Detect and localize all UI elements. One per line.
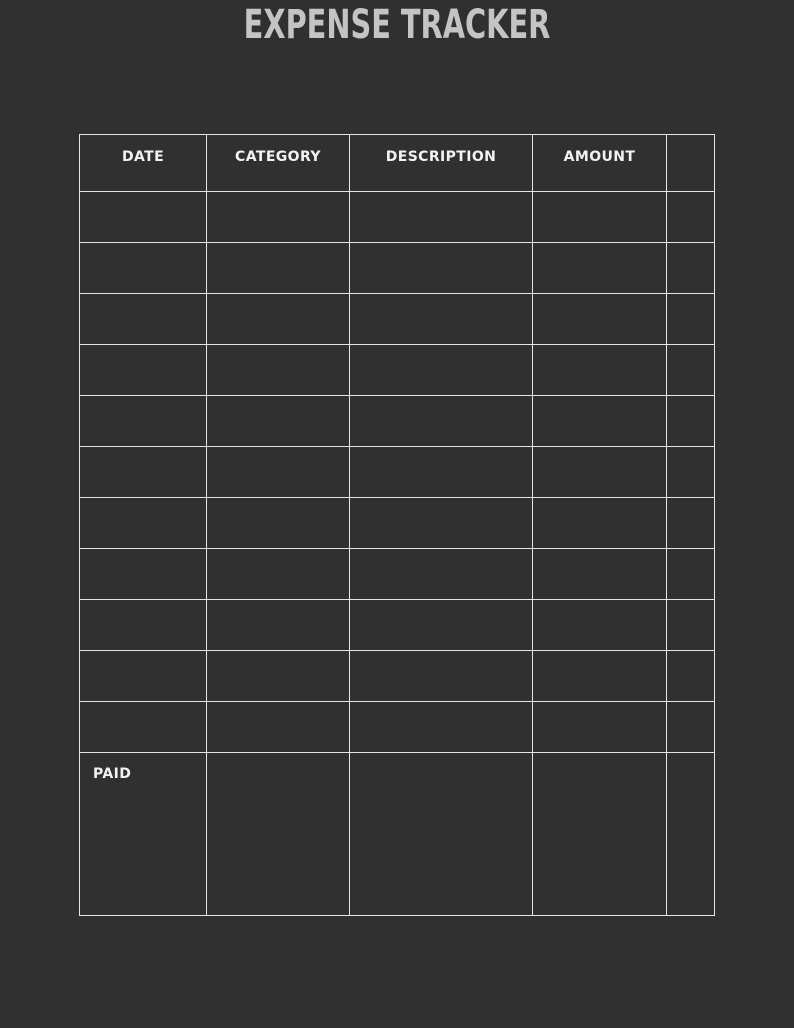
category-cell[interactable] [207, 549, 350, 600]
check-cell[interactable] [667, 549, 715, 600]
check-cell[interactable] [667, 192, 715, 243]
date-cell[interactable] [80, 447, 207, 498]
paid-description-cell[interactable] [350, 753, 533, 916]
description-cell[interactable] [350, 702, 533, 753]
amount-cell[interactable] [533, 294, 667, 345]
description-cell[interactable] [350, 498, 533, 549]
category-cell[interactable] [207, 243, 350, 294]
column-header-description: DESCRIPTION [350, 135, 533, 192]
description-cell[interactable] [350, 396, 533, 447]
column-header-check [667, 135, 715, 192]
description-cell[interactable] [350, 447, 533, 498]
description-cell[interactable] [350, 651, 533, 702]
description-cell[interactable] [350, 549, 533, 600]
paid-label-cell [80, 753, 207, 916]
check-cell[interactable] [667, 651, 715, 702]
check-cell[interactable] [667, 447, 715, 498]
description-cell[interactable] [350, 192, 533, 243]
table-row [80, 192, 715, 243]
amount-cell[interactable] [533, 396, 667, 447]
table-row [80, 702, 715, 753]
date-cell[interactable] [80, 396, 207, 447]
table-row [80, 498, 715, 549]
date-cell[interactable] [80, 651, 207, 702]
amount-cell[interactable] [533, 600, 667, 651]
table-row [80, 243, 715, 294]
paid-category-cell[interactable] [207, 753, 350, 916]
category-cell[interactable] [207, 345, 350, 396]
category-cell[interactable] [207, 702, 350, 753]
check-cell[interactable] [667, 396, 715, 447]
check-cell[interactable] [667, 600, 715, 651]
category-cell[interactable] [207, 498, 350, 549]
check-cell[interactable] [667, 345, 715, 396]
table-row [80, 651, 715, 702]
check-cell[interactable] [667, 498, 715, 549]
paid-row [80, 753, 715, 916]
category-cell[interactable] [207, 651, 350, 702]
amount-cell[interactable] [533, 243, 667, 294]
amount-cell[interactable] [533, 192, 667, 243]
check-cell[interactable] [667, 294, 715, 345]
paid-amount-cell[interactable] [533, 753, 667, 916]
date-cell[interactable] [80, 192, 207, 243]
description-cell[interactable] [350, 345, 533, 396]
date-cell[interactable] [80, 243, 207, 294]
column-header-date: DATE [80, 135, 207, 192]
check-cell[interactable] [667, 243, 715, 294]
date-cell[interactable] [80, 294, 207, 345]
category-cell[interactable] [207, 396, 350, 447]
date-cell[interactable] [80, 549, 207, 600]
category-cell[interactable] [207, 447, 350, 498]
amount-cell[interactable] [533, 702, 667, 753]
date-cell[interactable] [80, 498, 207, 549]
description-cell[interactable] [350, 294, 533, 345]
expense-table [79, 134, 715, 916]
amount-cell[interactable] [533, 651, 667, 702]
date-cell[interactable] [80, 702, 207, 753]
amount-cell[interactable] [533, 447, 667, 498]
check-cell[interactable] [667, 702, 715, 753]
column-header-category: CATEGORY [207, 135, 350, 192]
category-cell[interactable] [207, 294, 350, 345]
amount-cell[interactable] [533, 498, 667, 549]
table-header-row [80, 135, 715, 192]
category-cell[interactable] [207, 600, 350, 651]
description-cell[interactable] [350, 243, 533, 294]
table-row [80, 345, 715, 396]
paid-label: PAID [93, 766, 132, 782]
date-cell[interactable] [80, 600, 207, 651]
table-row [80, 600, 715, 651]
page-title: EXPENSE TRACKER [243, 2, 551, 48]
amount-cell[interactable] [533, 345, 667, 396]
category-cell[interactable] [207, 192, 350, 243]
table-row [80, 447, 715, 498]
column-header-amount: AMOUNT [533, 135, 667, 192]
paid-check-cell[interactable] [667, 753, 715, 916]
description-cell[interactable] [350, 600, 533, 651]
table-row [80, 549, 715, 600]
date-cell[interactable] [80, 345, 207, 396]
amount-cell[interactable] [533, 549, 667, 600]
table-row [80, 294, 715, 345]
table-row [80, 396, 715, 447]
